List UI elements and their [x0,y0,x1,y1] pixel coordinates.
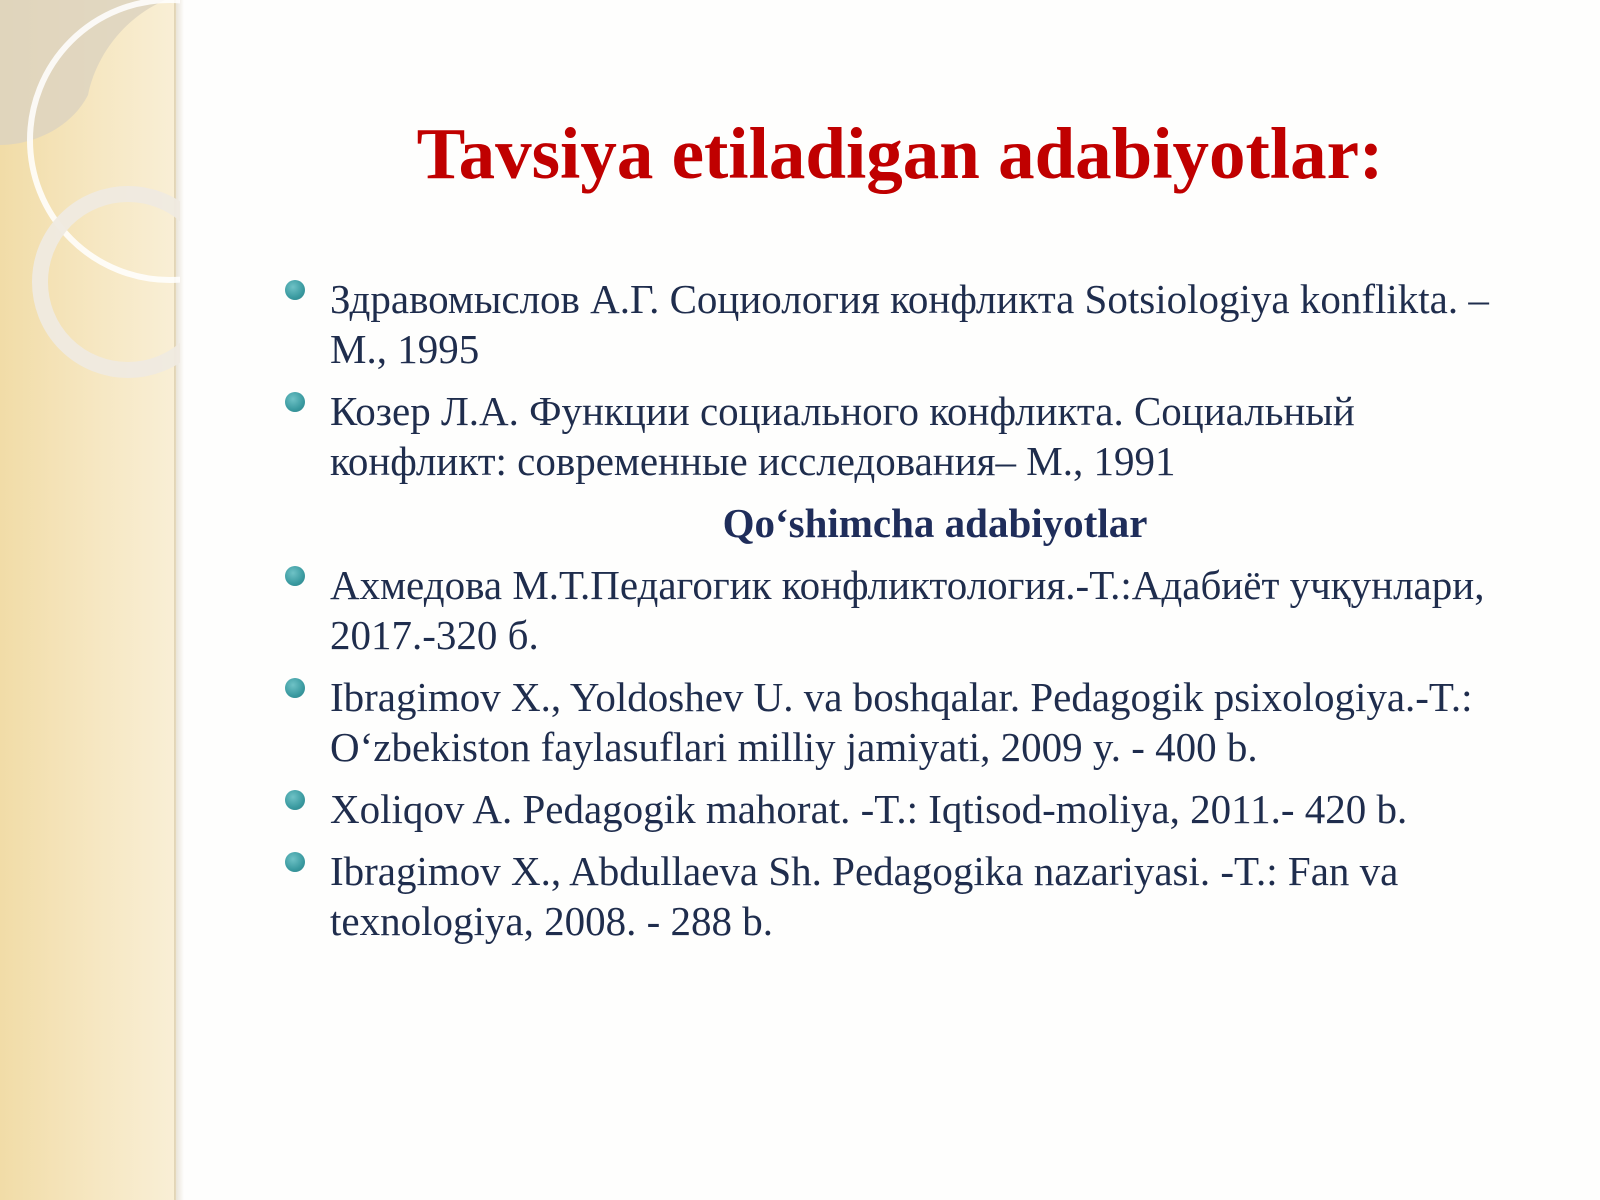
bullet-icon [285,790,305,810]
slide-title: Tavsiya etiladigan adabiyotlar: [416,113,1384,194]
reference-item [280,274,1540,374]
reference-list [280,274,1540,958]
reference-item [280,672,1540,772]
reference-text: Козер Л.А. Функции социального конфликта. Социальный конфликт: современные исследования– M., 1991 [330,388,1355,484]
decorative-circles-icon [0,0,180,400]
reference-item [280,560,1540,660]
reference-item [280,386,1540,486]
reference-text: Ibragimov X., Yoldoshev U. va boshqalar. Pedagogik psixologiya.-T.: O‘zbekiston faylasuflari milliy jamiyati, 2009 y. - 400 b. [330,674,1473,770]
bullet-icon [285,392,305,412]
bullet-icon [285,678,305,698]
bullet-icon [285,566,305,586]
reference-item [280,784,1540,834]
reference-text: Xoliqov A. Pedagogik mahorat. -T.: Iqtisod-moliya, 2011.- 420 b. [330,786,1408,832]
reference-text: Ахмедова М.Т.Педагогик конфликтология.-Т.:Адабиёт учқунлари, 2017.-320 б. [330,562,1485,658]
additional-references-heading: Qo‘shimcha adabiyotlar [722,500,1148,546]
reference-text: Здравомыслов А.Г. Социология конфликта Sotsiologiya konflikta. – M., 1995 [330,276,1489,372]
bullet-icon [285,852,305,872]
reference-item [280,846,1540,946]
reference-text: Ibragimov X., Abdullaeva Sh. Pedagogika nazariyasi. -T.: Fan va texnologiya, 2008. - 288 b. [330,848,1399,944]
bullet-icon [285,280,305,300]
